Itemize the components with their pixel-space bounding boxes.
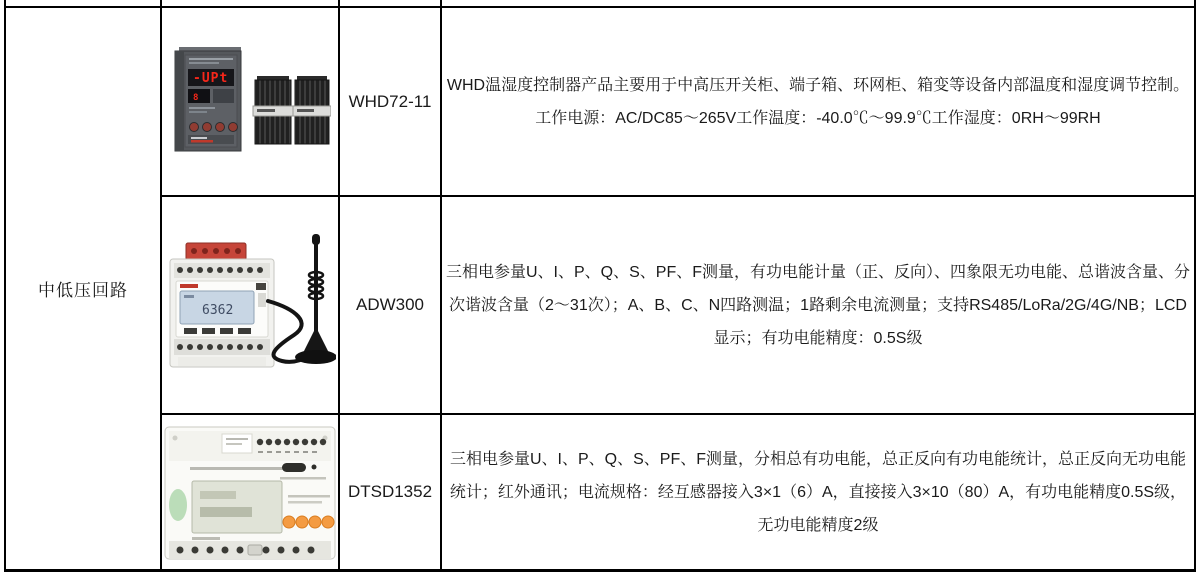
ir-comm-window	[282, 463, 306, 472]
dtsd1352-meter-body	[165, 427, 335, 559]
svg-text:8: 8	[193, 92, 199, 103]
control-knob	[190, 122, 199, 131]
model-name: DTSD1352	[347, 482, 433, 501]
brand-logo-mark	[180, 284, 198, 288]
product-image-cell-adw300	[162, 197, 340, 415]
product-description: 三相电参量U、I、P、Q、S、PF、F测量，有功电能计量（正、反向）、四象限无功电能、总谐波含量、分次谐波含量（2～31次）；A、B、C、N四路测温；1路剩余电流测量；支持RS485/LoRa/2G/4G/NB；LCD显示；有功电能精度：0.5S级	[445, 263, 1190, 347]
lcd-value: 6362	[202, 303, 234, 318]
model-name: ADW300	[355, 295, 425, 314]
heater-sensor	[253, 76, 293, 144]
brand-ellipse	[169, 489, 187, 521]
category-cell	[6, 8, 162, 569]
product-image-cell-dtsd1352	[162, 415, 340, 569]
control-knob	[216, 122, 225, 131]
model-name: WHD72-11	[348, 91, 432, 111]
adw300-meter-body	[170, 243, 274, 367]
heater-sensor	[293, 76, 331, 144]
product-description: 三相电参量U、I、P、Q、S、PF、F测量，分相总有功电能，总正反向有功电能统计，总正反向无功电能统计；红外通讯；电流规格：经互感器接入3×1（6）A，直接接入3×10（80）A，有功电能精度0.5S级，无功电能精度2级	[449, 450, 1187, 534]
led-sub-display	[188, 89, 210, 103]
control-knob	[203, 122, 212, 131]
product-spec-table	[4, 6, 1196, 572]
product-description: WHD温湿度控制器产品主要用于中高压开关柜、端子箱、环网柜、箱变等设备内部温度和湿度调节控制。工作电源：AC/DC85～265V工作温度：-40.0℃～99.9℃工作湿度：0RH～99RH	[446, 76, 1190, 127]
description-cell	[442, 415, 1194, 569]
control-knob	[229, 122, 238, 131]
model-cell	[340, 8, 442, 197]
wireless-antenna	[268, 234, 336, 364]
whd72-11-product-image	[169, 42, 331, 162]
led-display-text: -UPt	[193, 70, 229, 86]
description-cell	[442, 197, 1194, 415]
whd72-controller	[175, 47, 241, 151]
description-cell	[442, 8, 1194, 197]
adw300-product-image	[164, 231, 336, 379]
model-cell	[340, 415, 442, 569]
product-image-cell-whd72-11	[162, 8, 340, 197]
antenna-base	[295, 350, 336, 364]
category-label: 中低压回路	[38, 281, 128, 300]
dtsd1352-product-image	[162, 417, 338, 567]
model-cell	[340, 197, 442, 415]
